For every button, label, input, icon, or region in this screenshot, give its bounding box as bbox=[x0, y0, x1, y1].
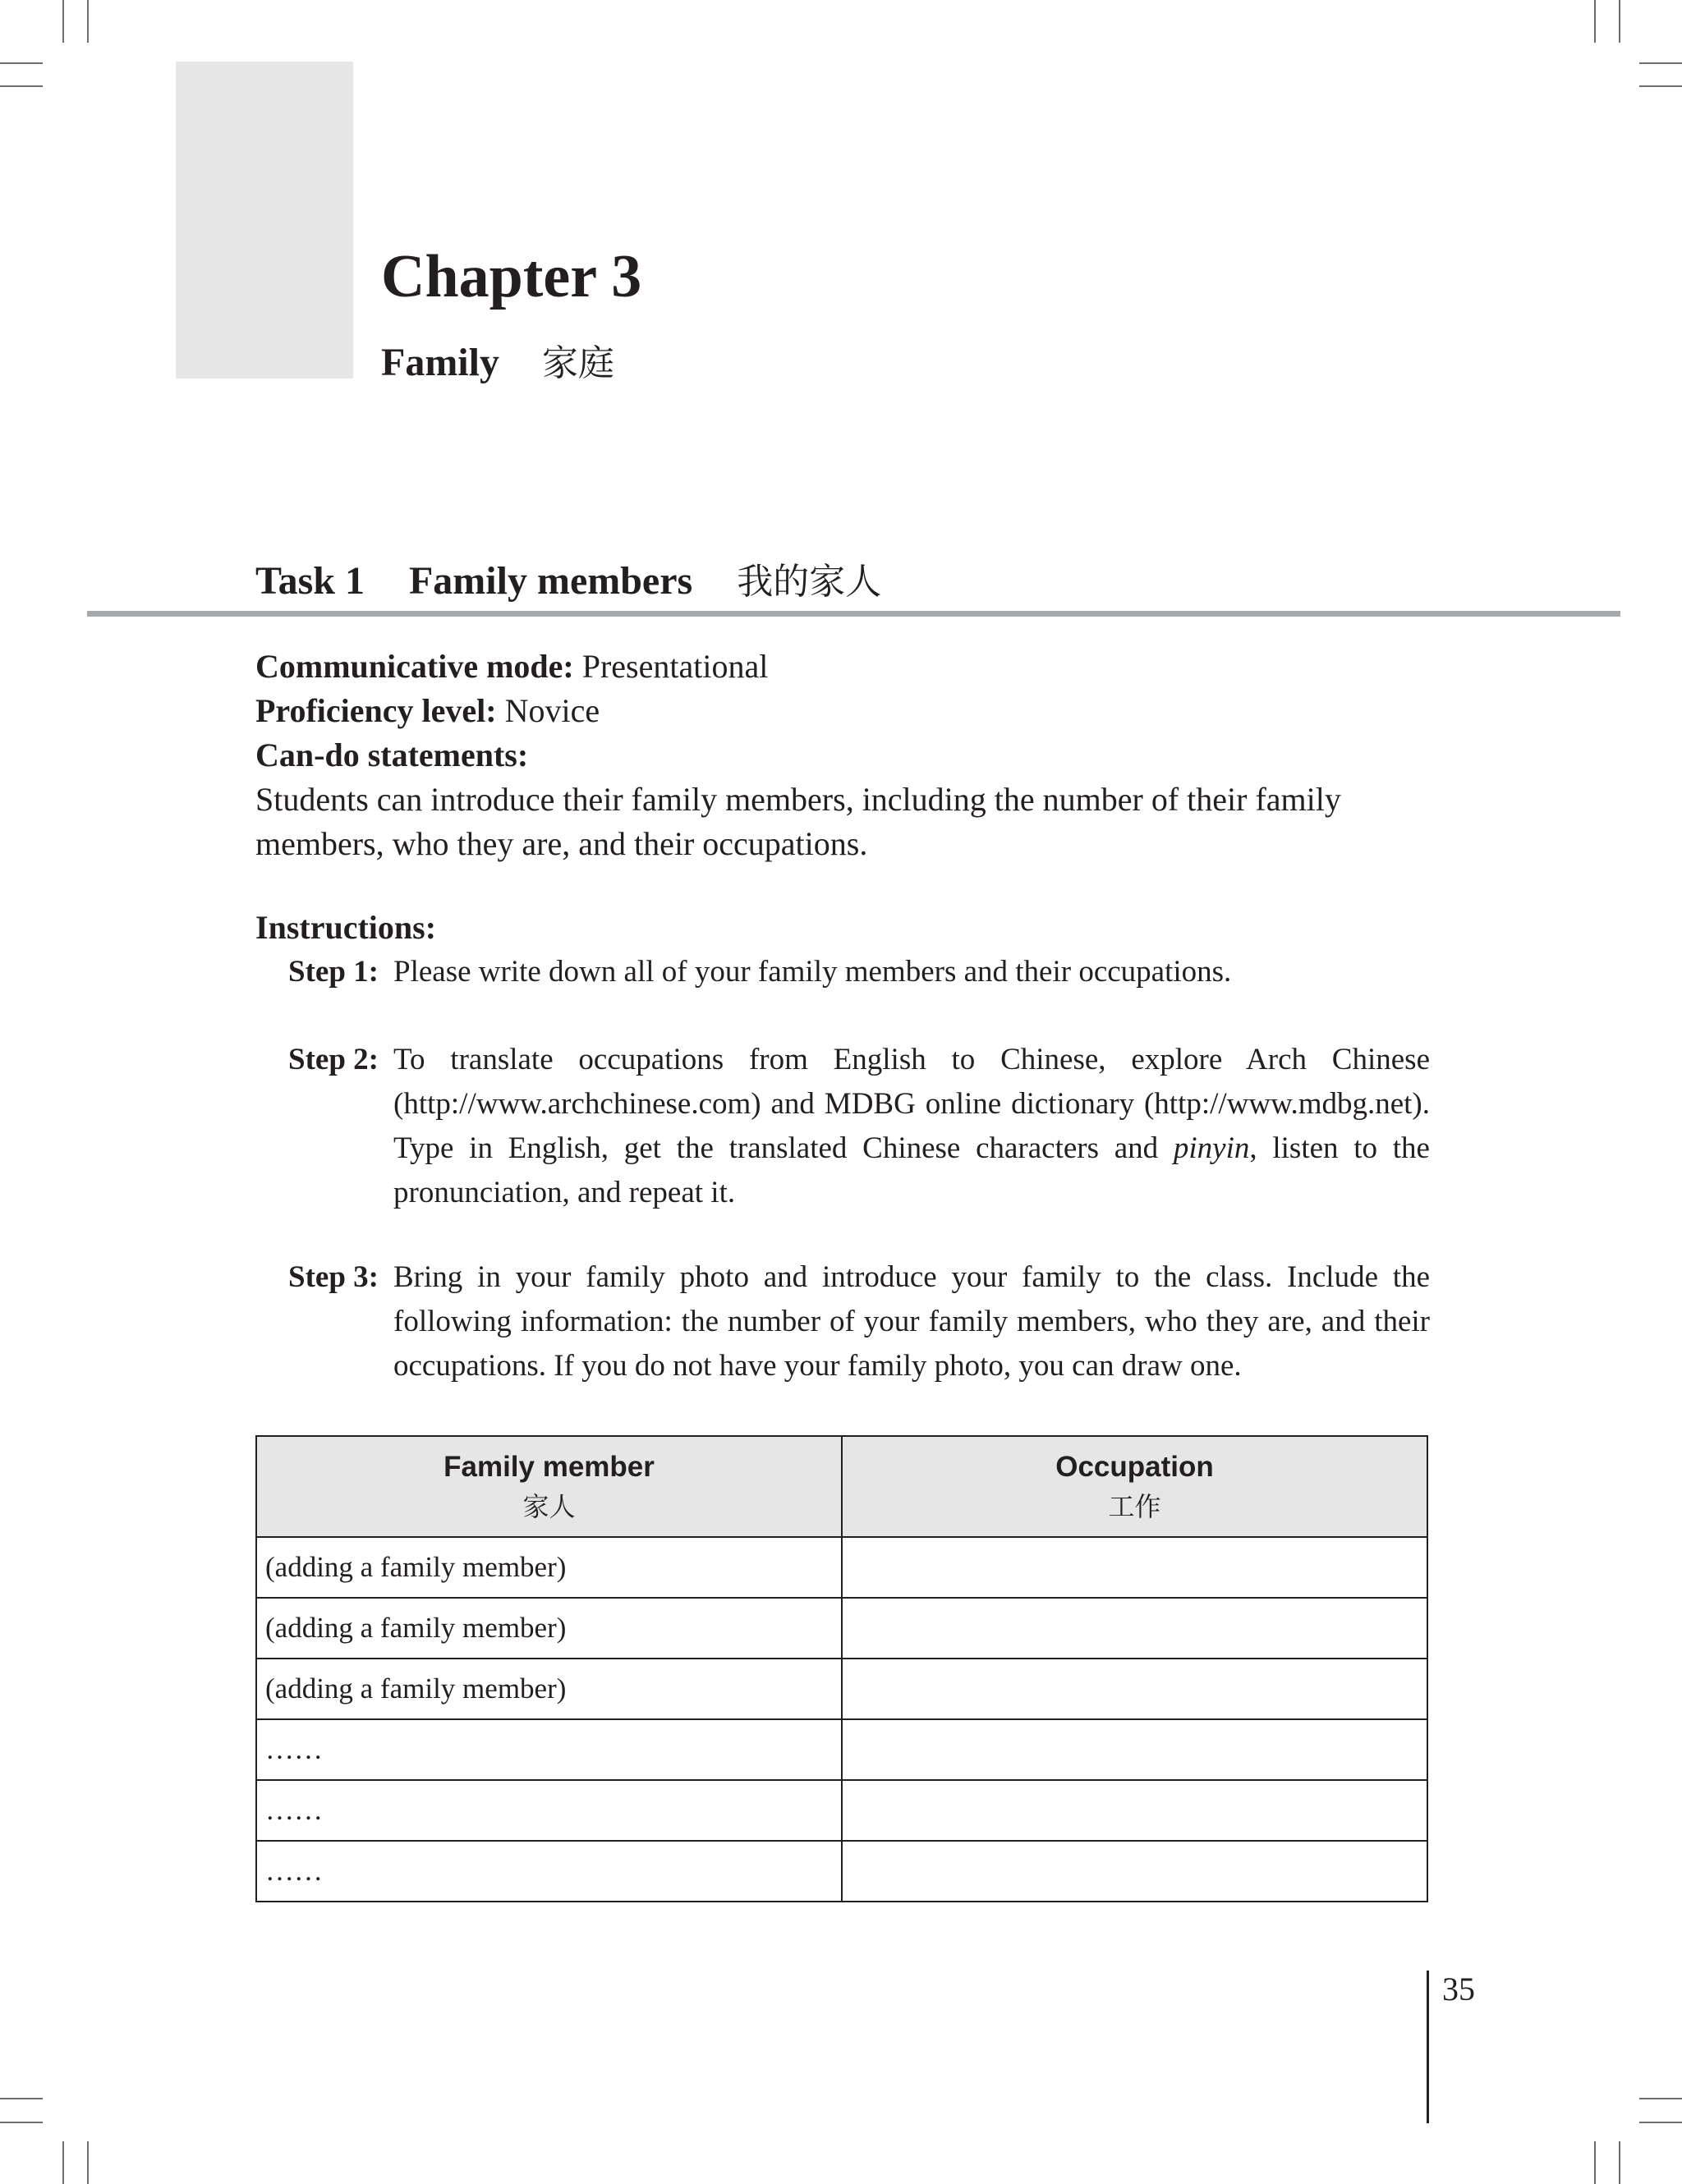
table-row bbox=[256, 1780, 1427, 1841]
chapter-subtitle-en: Family bbox=[381, 341, 499, 384]
crop-mark bbox=[1619, 2141, 1620, 2184]
table-row bbox=[256, 1537, 1427, 1598]
occupation-cell[interactable] bbox=[842, 1659, 1427, 1719]
step-1-text: Please write down all of your family members and their occupations. bbox=[393, 955, 1232, 989]
family-member-cell[interactable]: (adding a family member) bbox=[256, 1598, 842, 1659]
chapter-subtitle bbox=[381, 343, 614, 383]
task-number: Task 1 bbox=[255, 559, 365, 603]
step-3-label: Step 3: bbox=[288, 1260, 379, 1294]
task-title-cn: 我的家人 bbox=[737, 561, 882, 603]
chapter-title: Chapter 3 bbox=[381, 243, 642, 310]
mode-value: Presentational bbox=[573, 648, 769, 685]
crop-mark bbox=[1639, 85, 1682, 87]
communicative-mode bbox=[255, 645, 768, 689]
table-header-row bbox=[256, 1436, 1427, 1537]
header-occupation: Occupation 工作 bbox=[842, 1436, 1427, 1537]
occupation-cell[interactable] bbox=[842, 1719, 1427, 1780]
table-row bbox=[256, 1659, 1427, 1719]
family-member-cell[interactable]: (adding a family member) bbox=[256, 1537, 842, 1598]
cando-label: Can-do statements: bbox=[255, 736, 529, 773]
crop-mark bbox=[1639, 2098, 1682, 2099]
step-2-text: To translate occupations from English to Chinese, explore Arch Chinese (http://www.archchinese.com) and MDBG online dictionary (http://www.mdbg.net). Type in English, get the translated Chinese characters and pinyin, listen to the pronunciation, and repeat it. bbox=[393, 1043, 1430, 1209]
mode-label: Communicative mode: bbox=[255, 648, 574, 685]
table-row bbox=[256, 1719, 1427, 1780]
instructions-heading bbox=[255, 906, 436, 950]
header-family-member: Family member 家人 bbox=[256, 1436, 842, 1537]
family-member-cell[interactable]: (adding a family member) bbox=[256, 1659, 842, 1719]
chapter-subtitle-cn: 家庭 bbox=[541, 342, 614, 384]
level-value: Novice bbox=[496, 692, 600, 729]
occupation-cell[interactable] bbox=[842, 1780, 1427, 1841]
crop-mark bbox=[0, 62, 43, 64]
can-do-text: Students can introduce their family members, including the number of their family members, who they are, and their occupations. bbox=[255, 781, 1341, 862]
table-row bbox=[256, 1598, 1427, 1659]
step-3 bbox=[288, 1255, 1430, 1388]
chapter-tab-block bbox=[176, 62, 353, 379]
occupation-cell[interactable] bbox=[842, 1537, 1427, 1598]
step-3-text: Bring in your family photo and introduce your family to the class. Include the following information: the number of your family members, who they are, and their occupations. If you do not have your family photo, you can draw one. bbox=[393, 1260, 1430, 1383]
step-2 bbox=[288, 1038, 1430, 1215]
level-label: Proficiency level: bbox=[255, 692, 497, 729]
table-row bbox=[256, 1841, 1427, 1902]
crop-mark bbox=[87, 0, 89, 43]
page-number: 35 bbox=[1442, 1971, 1475, 2007]
page-number-rule bbox=[1427, 1971, 1429, 2123]
family-table bbox=[255, 1435, 1428, 1902]
crop-mark bbox=[0, 85, 43, 87]
crop-mark bbox=[0, 2098, 43, 2099]
occupation-cell[interactable] bbox=[842, 1598, 1427, 1659]
crop-mark bbox=[1639, 2122, 1682, 2123]
step-1-label: Step 1: bbox=[288, 955, 379, 989]
crop-mark bbox=[87, 2141, 89, 2184]
family-member-cell[interactable]: …… bbox=[256, 1780, 842, 1841]
instructions-label: Instructions: bbox=[255, 909, 437, 946]
crop-mark bbox=[62, 2141, 64, 2184]
crop-mark bbox=[1594, 2141, 1596, 2184]
crop-mark bbox=[62, 0, 64, 43]
crop-mark bbox=[0, 2122, 43, 2123]
task-heading bbox=[255, 559, 882, 603]
heading-rule bbox=[87, 611, 1620, 617]
crop-mark bbox=[1594, 0, 1596, 43]
crop-mark bbox=[1639, 62, 1682, 64]
step-2-label: Step 2: bbox=[288, 1043, 379, 1076]
family-member-cell[interactable]: …… bbox=[256, 1719, 842, 1780]
task-title-en: Family members bbox=[408, 559, 693, 603]
occupation-cell[interactable] bbox=[842, 1841, 1427, 1902]
pinyin-term: pinyin bbox=[1173, 1131, 1250, 1165]
can-do-heading bbox=[255, 733, 528, 778]
proficiency-level bbox=[255, 689, 600, 733]
crop-mark bbox=[1619, 0, 1620, 43]
step-1 bbox=[288, 950, 1430, 994]
family-member-cell[interactable]: …… bbox=[256, 1841, 842, 1902]
